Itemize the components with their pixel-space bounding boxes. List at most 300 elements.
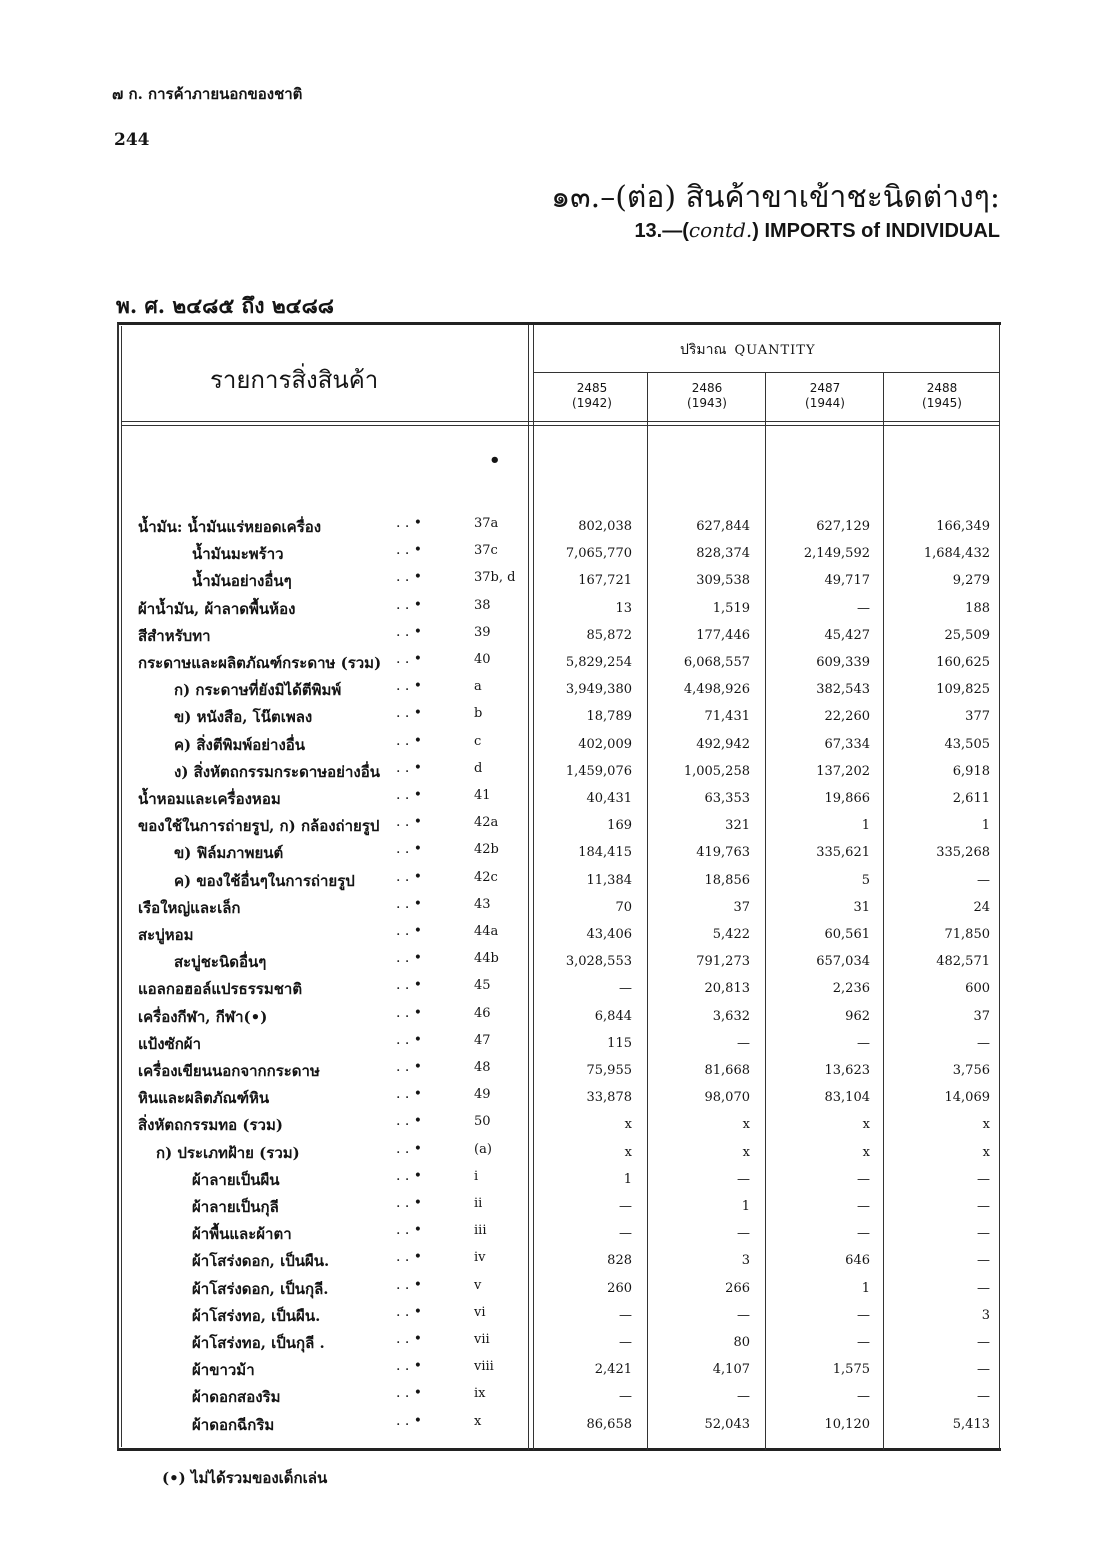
quantity-cell: 5,422 (712, 927, 750, 942)
quantity-cell: 160,625 (936, 655, 990, 670)
quantity-cell: — (977, 1171, 990, 1187)
quantity-cell: 18,856 (704, 872, 750, 888)
quantity-cell: 266 (725, 1280, 750, 1296)
item-reference: 44b (474, 951, 499, 967)
quantity-cell: 63,353 (704, 791, 750, 806)
quantity-cell: — (857, 1226, 870, 1242)
table-row (0, 950, 1095, 976)
quantity-cell: 49,717 (824, 573, 870, 589)
dot-leader: . . • (396, 895, 423, 912)
quantity-cell: — (857, 1171, 870, 1187)
item-name: กระดาษและผลิตภัณฑ์กระดาษ (รวม) (138, 654, 382, 672)
dot-leader: . . • (396, 569, 423, 586)
item-reference: 49 (474, 1087, 491, 1103)
table-row (0, 1413, 1095, 1439)
footnote: (•) ไม่ได้รวมของเด็กเล่น (162, 1469, 328, 1487)
table-row (0, 1141, 1095, 1167)
item-reference: 43 (474, 896, 491, 912)
header-rule (533, 372, 1000, 373)
quantity-cell: 167,721 (578, 573, 632, 589)
dot-marker: • (489, 450, 501, 471)
quantity-cell: 321 (725, 818, 750, 834)
title-en-suffix: ) IMPORTS of INDIVIDUAL (752, 220, 1000, 242)
quantity-cell: 20,813 (704, 981, 750, 997)
quantity-cell: x (862, 1144, 870, 1160)
table-row (0, 569, 1095, 595)
quantity-cell: 1,575 (832, 1362, 870, 1378)
quantity-cell: 67,334 (824, 736, 870, 752)
quantity-cell: 1 (861, 1280, 870, 1296)
item-reference: v (474, 1277, 482, 1293)
year-header (766, 381, 884, 411)
item-name: สะบู่ชะนิดอื่นๆ (174, 953, 267, 972)
year-ce: (1944) (805, 396, 845, 410)
item-name: น้ำมันอย่างอื่นๆ (192, 572, 292, 591)
quantity-cell: 137,202 (816, 763, 870, 779)
quantity-cell: — (857, 1307, 870, 1323)
quantity-cell: 402,009 (578, 736, 632, 752)
quantity-cell: — (737, 1171, 750, 1187)
quantity-cell: 22,260 (824, 709, 870, 725)
item-name: แป้งซักผ้า (138, 1034, 201, 1053)
quantity-cell: 37 (973, 1008, 990, 1024)
quantity-cell: 382,543 (816, 682, 870, 698)
header-rule (121, 421, 1000, 422)
quantity-cell: — (977, 1199, 990, 1214)
quantity-cell: 25,509 (944, 627, 990, 643)
item-reference: ix (474, 1386, 486, 1402)
title-en-italic: contd. (688, 218, 753, 242)
table-row (0, 1358, 1095, 1384)
period-label: พ. ศ. ๒๔๘๕ ถึง ๒๔๘๘ (116, 293, 334, 318)
item-name: ง) สิ่งหัตถกรรมกระดาษอย่างอื่น (174, 762, 380, 781)
table-row (0, 1331, 1095, 1357)
item-name: สีสำหรับทา (138, 626, 211, 645)
item-name: ผ้าลายเป็นกุลี (192, 1198, 279, 1216)
table-title-thai: ๑๓.–(ต่อ) สินค้าขาเข้าชะนิดต่างๆ: (551, 180, 1000, 215)
item-name: แอลกอฮอล์แปรธรรมชาติ (138, 980, 303, 999)
item-name: สะบู่หอม (138, 926, 194, 944)
item-name: ข) ฟิล์มภาพยนต์ (174, 844, 284, 863)
dot-leader: . . • (396, 1113, 423, 1130)
quantity-cell: 33,878 (586, 1090, 632, 1106)
dot-leader: . . • (396, 1276, 423, 1293)
quantity-cell: 657,034 (816, 954, 870, 970)
quantity-cell: 19,866 (824, 791, 870, 806)
quantity-cell: 802,038 (578, 519, 632, 534)
quantity-cell: 2,236 (832, 981, 870, 997)
item-reference: b (474, 706, 483, 722)
quantity-cell: — (977, 1226, 990, 1242)
quantity-cell: 9,279 (952, 573, 990, 589)
dot-leader: . . • (396, 1412, 423, 1429)
quantity-cell: 962 (845, 1008, 870, 1024)
item-reference: vi (474, 1304, 486, 1320)
quantity-cell: 1 (623, 1171, 632, 1187)
item-reference: d (474, 760, 483, 776)
table-title-english (634, 218, 1000, 243)
quantity-cell: 2,611 (952, 791, 990, 806)
year-header (533, 381, 651, 411)
year-ce: (1942) (572, 396, 612, 410)
table-row (0, 787, 1095, 813)
quantity-cell: 6,844 (594, 1008, 632, 1024)
quantity-cell: 6,918 (952, 763, 990, 779)
quantity-cell: — (977, 1362, 990, 1378)
item-reference: 37c (474, 543, 498, 559)
quantity-cell: 492,942 (696, 736, 750, 752)
quantity-cell: 71,431 (704, 709, 750, 725)
table-row (0, 1222, 1095, 1248)
quantity-cell: 4,498,926 (683, 682, 750, 698)
quantity-cell: 24 (973, 899, 990, 915)
quantity-cell: 37 (733, 899, 750, 915)
quantity-cell: 10,120 (824, 1416, 870, 1432)
table-row (0, 1086, 1095, 1112)
table-row (0, 1304, 1095, 1330)
quantity-cell: x (742, 1144, 750, 1160)
quantity-cell: 31 (853, 899, 870, 915)
quantity-cell: 75,955 (586, 1063, 632, 1078)
table-row (0, 1249, 1095, 1275)
quantity-cell: 1,519 (712, 600, 750, 616)
item-name: หินและผลิตภัณฑ์หิน (138, 1089, 270, 1108)
item-reference: 47 (474, 1032, 491, 1048)
quantity-cell: 3,949,380 (565, 682, 632, 698)
dot-leader: . . • (396, 1086, 423, 1103)
quantity-cell: 98,070 (704, 1090, 750, 1106)
item-name: น้ำมัน: น้ำมันแร่หยอดเครื่อง (138, 518, 322, 536)
item-reference: i (474, 1168, 479, 1184)
header-rule (121, 425, 1000, 426)
quantity-cell: — (619, 981, 632, 997)
dot-leader: . . • (396, 1004, 423, 1021)
dot-leader: . . • (396, 515, 423, 531)
item-name: ผ้าดอกฉีกริม (192, 1415, 275, 1434)
quantity-cell: 646 (845, 1253, 870, 1269)
dot-leader: . . • (396, 868, 423, 885)
table-row (0, 1005, 1095, 1031)
quantity-cell: 5,413 (952, 1416, 990, 1432)
item-name: ผ้าโสร่งดอก, เป็นกุลี. (192, 1279, 329, 1298)
dot-leader: . . • (396, 623, 423, 640)
quantity-cell: 791,273 (696, 954, 750, 970)
table-row (0, 1113, 1095, 1139)
quantity-cell: 83,104 (824, 1090, 870, 1106)
quantity-cell: 80 (733, 1335, 750, 1350)
table-row (0, 624, 1095, 650)
quantity-cell: — (619, 1307, 632, 1323)
item-reference: 40 (474, 652, 491, 667)
title-en-prefix: 13.—( (634, 220, 689, 242)
table-row (0, 542, 1095, 568)
quantity-cell: — (619, 1335, 632, 1350)
dot-leader: . . • (396, 1331, 423, 1347)
quantity-cell: — (977, 1253, 990, 1269)
dot-leader: . . • (396, 1222, 423, 1239)
table-row (0, 869, 1095, 895)
quantity-cell: 184,415 (578, 845, 632, 861)
item-reference: 38 (474, 597, 491, 613)
item-name: ค) สิ่งตีพิมพ์อย่างอื่น (174, 735, 306, 754)
dot-leader: . . • (396, 1303, 423, 1320)
dot-leader: . . • (396, 1031, 423, 1048)
item-name: ผ้าโสร่งทอ, เป็นกุลี . (192, 1334, 325, 1352)
table-row (0, 814, 1095, 840)
quantity-cell: 7,065,770 (565, 546, 632, 562)
table-row (0, 760, 1095, 786)
quantity-cell: 11,384 (586, 872, 632, 888)
quantity-cell: 14,069 (944, 1090, 990, 1106)
quantity-cell: 85,872 (586, 627, 632, 643)
quantity-header (680, 339, 816, 361)
item-reference: viii (474, 1359, 494, 1375)
quantity-cell: x (624, 1144, 632, 1160)
item-column-header: รายการสิ่งสินค้า (210, 366, 379, 394)
quantity-cell: 43,505 (944, 736, 990, 752)
quantity-cell: 81,668 (704, 1063, 750, 1078)
quantity-header-thai: ปริมาณ (680, 342, 727, 358)
item-name: ผ้าโสร่งทอ, เป็นผืน. (192, 1306, 321, 1325)
dot-leader: . . • (396, 1358, 423, 1375)
item-name: ข) หนังสือ, โน๊ตเพลง (174, 708, 313, 727)
year-be: 2488 (926, 381, 958, 395)
table-row (0, 597, 1095, 623)
dot-leader: . . • (396, 732, 423, 749)
quantity-cell: 828,374 (696, 546, 750, 562)
quantity-cell: — (857, 1199, 870, 1214)
dot-leader: . . • (396, 977, 423, 994)
quantity-cell: 3,028,553 (565, 954, 632, 970)
quantity-cell: — (977, 1389, 990, 1405)
quantity-cell: x (742, 1117, 750, 1133)
year-be: 2485 (576, 381, 608, 395)
table-row (0, 678, 1095, 704)
item-reference: iv (474, 1250, 486, 1266)
quantity-cell: — (737, 1307, 750, 1323)
dot-leader: . . • (396, 705, 423, 722)
quantity-cell: 169 (607, 818, 632, 834)
quantity-header-en: QUANTITY (734, 343, 816, 358)
table-row (0, 1195, 1095, 1221)
quantity-cell: 109,825 (936, 682, 990, 698)
dot-leader: . . • (396, 596, 423, 613)
table-row (0, 515, 1095, 541)
quantity-cell: 13,623 (824, 1063, 870, 1078)
quantity-cell: 609,339 (816, 655, 870, 670)
quantity-cell: — (977, 1335, 990, 1350)
item-name: เครื่องเขียนนอกจากกระดาษ (138, 1062, 320, 1080)
quantity-cell: 52,043 (704, 1416, 750, 1432)
item-name: ผ้าน้ำมัน, ผ้าลาดพื้นห้อง (138, 599, 296, 618)
item-name: น้ำหอมและเครื่องหอม (138, 790, 281, 808)
item-reference: 42b (474, 842, 499, 858)
dot-leader: . . • (396, 1195, 423, 1211)
table-row (0, 733, 1095, 759)
dot-leader: . . • (396, 542, 423, 559)
item-name: สิ่งหัตถกรรมทอ (รวม) (138, 1116, 283, 1135)
quantity-cell: 177,446 (696, 627, 750, 643)
item-reference: 48 (474, 1060, 491, 1075)
quantity-cell: x (982, 1144, 990, 1160)
dot-leader: . . • (396, 1249, 423, 1266)
item-reference: vii (474, 1332, 490, 1347)
item-reference: 42c (474, 869, 498, 885)
item-name: ผ้าขาวม้า (192, 1361, 255, 1380)
dot-leader: . . • (396, 814, 423, 831)
quantity-cell: 627,129 (816, 519, 870, 534)
quantity-cell: 86,658 (586, 1416, 632, 1432)
quantity-cell: — (977, 1035, 990, 1051)
quantity-cell: 627,844 (696, 519, 750, 534)
year-header (883, 381, 1001, 411)
quantity-cell: 1 (861, 818, 870, 834)
quantity-cell: — (977, 872, 990, 888)
dot-leader: . . • (396, 841, 423, 858)
item-reference: c (474, 733, 482, 749)
item-reference: iii (474, 1223, 487, 1239)
quantity-cell: 18,789 (586, 709, 632, 725)
quantity-cell: 335,268 (936, 845, 990, 861)
item-reference: 37a (474, 516, 499, 531)
quantity-cell: 4,107 (712, 1362, 750, 1378)
quantity-cell: 43,406 (586, 927, 632, 942)
quantity-cell: 70 (615, 899, 632, 915)
quantity-cell: 40,431 (586, 791, 632, 806)
table-row (0, 1032, 1095, 1058)
item-name: ก) กระดาษที่ยังมิได้ตีพิมพ์ (174, 681, 342, 700)
quantity-cell: 377 (965, 709, 990, 725)
quantity-cell: — (619, 1199, 632, 1214)
quantity-cell: — (737, 1389, 750, 1405)
quantity-cell: 115 (607, 1035, 632, 1051)
quantity-cell: 1 (981, 818, 990, 834)
dot-leader: . . • (396, 923, 423, 939)
year-header (648, 381, 766, 411)
item-name: น้ำมันมะพร้าว (192, 545, 284, 564)
item-reference: (a) (474, 1141, 492, 1157)
quantity-cell: 1 (741, 1199, 750, 1214)
quantity-cell: 5 (861, 872, 870, 888)
item-reference: 39 (474, 624, 491, 640)
dot-leader: . . • (396, 1059, 423, 1075)
quantity-cell: 188 (965, 600, 990, 616)
table-row (0, 1059, 1095, 1085)
item-name: ค) ของใช้อื่นๆในการถ่ายรูป (174, 871, 355, 890)
dot-leader: . . • (396, 1167, 423, 1184)
table-row (0, 977, 1095, 1003)
year-ce: (1945) (922, 396, 962, 410)
quantity-cell: 3,756 (952, 1063, 990, 1078)
table-row (0, 1385, 1095, 1411)
table-row (0, 651, 1095, 677)
quantity-cell: 60,561 (824, 927, 870, 942)
item-name: เรือใหญ่และเล็ก (138, 898, 241, 917)
dot-leader: . . • (396, 787, 423, 803)
quantity-cell: 260 (607, 1280, 632, 1296)
quantity-cell: — (857, 600, 870, 616)
item-name: ก) ประเภทฝ้าย (รวม) (156, 1143, 300, 1162)
quantity-cell: x (982, 1117, 990, 1133)
dot-leader: . . • (396, 651, 423, 667)
quantity-cell: 419,763 (696, 845, 750, 861)
table-row (0, 1277, 1095, 1303)
quantity-cell: — (857, 1035, 870, 1051)
dot-leader: . . • (396, 1140, 423, 1157)
quantity-cell: 309,538 (696, 573, 750, 589)
quantity-cell: — (619, 1226, 632, 1242)
quantity-cell: 71,850 (944, 927, 990, 942)
year-ce: (1943) (687, 396, 727, 410)
quantity-cell: — (857, 1389, 870, 1405)
quantity-cell: 13 (615, 600, 632, 616)
quantity-cell: 600 (965, 981, 990, 997)
item-name: ผ้าพื้นและผ้าตา (192, 1225, 292, 1244)
dot-leader: . . • (396, 1385, 423, 1402)
quantity-cell: — (737, 1226, 750, 1242)
quantity-cell: 2,421 (594, 1362, 632, 1378)
quantity-cell: — (619, 1389, 632, 1405)
item-name: ของใช้ในการถ่ายรูป, ก) กล้องถ่ายรูป (138, 817, 380, 836)
item-reference: x (474, 1413, 482, 1429)
quantity-cell: 5,829,254 (565, 655, 632, 670)
table-row (0, 923, 1095, 949)
item-reference: 37b, d (474, 570, 516, 586)
section-header: ๗ ก. การค้าภายนอกของชาติ (112, 85, 303, 103)
quantity-cell: — (857, 1335, 870, 1350)
item-reference: 41 (474, 788, 491, 803)
quantity-cell: — (977, 1280, 990, 1296)
item-name: ผ้าดอกสองริม (192, 1388, 281, 1407)
dot-leader: . . • (396, 759, 423, 776)
quantity-cell: 482,571 (936, 954, 990, 970)
quantity-cell: 335,621 (816, 845, 870, 861)
item-name: ผ้าโสร่งดอก, เป็นผืน. (192, 1252, 330, 1271)
quantity-cell: 3 (741, 1253, 750, 1269)
year-be: 2487 (809, 381, 841, 395)
quantity-cell: — (737, 1035, 750, 1051)
item-reference: 50 (474, 1114, 491, 1130)
quantity-cell: 6,068,557 (683, 655, 750, 670)
quantity-cell: 3,632 (712, 1008, 750, 1024)
quantity-cell: 1,005,258 (683, 763, 750, 779)
item-reference: 46 (474, 1005, 491, 1021)
quantity-cell: 166,349 (936, 519, 990, 534)
dot-leader: . . • (396, 678, 423, 695)
quantity-cell: x (624, 1117, 632, 1133)
table-row (0, 705, 1095, 731)
table-row (0, 1168, 1095, 1194)
table-row (0, 841, 1095, 867)
year-be: 2486 (691, 381, 723, 395)
quantity-cell: 1,684,432 (923, 546, 990, 562)
quantity-cell: 1,459,076 (565, 763, 632, 779)
table-row (0, 896, 1095, 922)
item-name: เครื่องกีฬา, กีฬา(•) (138, 1007, 268, 1026)
item-reference: 42a (474, 815, 499, 831)
item-reference: ii (474, 1196, 483, 1211)
dot-leader: . . • (396, 950, 423, 967)
item-reference: a (474, 679, 482, 695)
quantity-cell: x (862, 1117, 870, 1133)
quantity-cell: 2,149,592 (803, 546, 870, 562)
page-number: 244 (114, 130, 150, 150)
item-reference: 44a (474, 924, 499, 939)
quantity-cell: 3 (981, 1307, 990, 1323)
quantity-cell: 828 (607, 1253, 632, 1269)
item-reference: 45 (474, 978, 491, 994)
item-name: ผ้าลายเป็นผืน (192, 1170, 280, 1189)
